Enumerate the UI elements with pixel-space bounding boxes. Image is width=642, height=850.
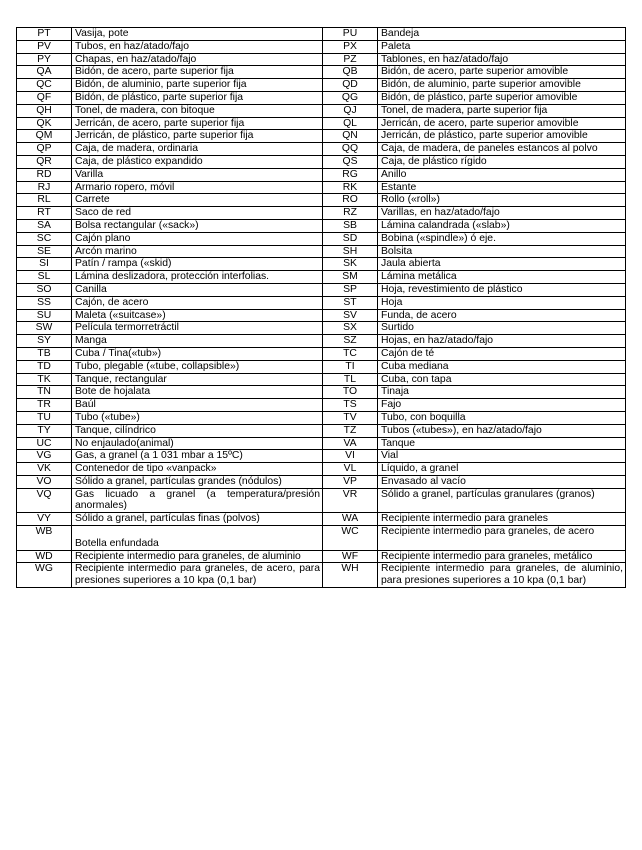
code-cell: QP <box>17 143 72 156</box>
code-cell: RD <box>17 168 72 181</box>
description-text: Tablones, en haz/atado/fajo <box>381 53 509 65</box>
table-row <box>17 232 626 245</box>
table-body <box>17 28 626 588</box>
table-row <box>17 373 626 386</box>
description-cell <box>378 219 626 232</box>
description-text: Recipiente intermedio para graneles, metálico <box>381 550 593 562</box>
description-text: Estante <box>381 181 417 193</box>
description-text: Baúl <box>75 399 96 411</box>
description-text: Sólido a granel, partículas granulares (granos) <box>381 488 595 500</box>
code-cell: QH <box>17 104 72 117</box>
description-text: Gas, a granel (a 1 031 mbar a 15ºC) <box>75 450 243 462</box>
code-cell: SZ <box>323 335 378 348</box>
description-cell <box>378 450 626 463</box>
description-cell <box>72 463 323 476</box>
description-text: Cuba / Tina(«tub») <box>75 347 162 359</box>
description-cell <box>378 181 626 194</box>
code-cell: SH <box>323 245 378 258</box>
description-text: Manga <box>75 335 107 347</box>
description-text: Paleta <box>381 40 411 52</box>
description-text: Jerricán, de acero, parte superior amovible <box>381 117 579 129</box>
code-cell: SD <box>323 232 378 245</box>
code-cell: QS <box>323 155 378 168</box>
description-cell <box>72 143 323 156</box>
description-text: Recipiente intermedio para graneles <box>381 513 548 525</box>
description-text: Rollo («roll») <box>381 194 440 206</box>
description-text: Gas licuado a granel (a temperatura/presión anormales) <box>75 488 320 512</box>
table-row <box>17 219 626 232</box>
code-cell: QK <box>17 117 72 130</box>
table-row <box>17 143 626 156</box>
table-row <box>17 258 626 271</box>
description-text: Funda, de acero <box>381 309 457 321</box>
description-text: Jerricán, de acero, parte superior fija <box>75 117 245 129</box>
table-row <box>17 104 626 117</box>
code-cell: TZ <box>323 424 378 437</box>
table-row <box>17 245 626 258</box>
description-text: Botella enfundada <box>75 537 159 549</box>
description-cell <box>72 513 323 526</box>
code-cell: SI <box>17 258 72 271</box>
table-row <box>17 488 626 513</box>
description-text: Bidón, de aluminio, parte superior amovible <box>381 79 581 91</box>
description-text: Jaula abierta <box>381 258 441 270</box>
description-cell <box>72 130 323 143</box>
description-cell <box>72 53 323 66</box>
description-text: Tanque <box>381 437 416 449</box>
description-cell <box>72 28 323 41</box>
description-cell <box>72 424 323 437</box>
description-cell <box>72 296 323 309</box>
description-cell <box>378 194 626 207</box>
description-text: Bolsa rectangular («sack») <box>75 219 199 231</box>
code-cell: QB <box>323 66 378 79</box>
description-cell <box>378 526 626 551</box>
code-cell: WB <box>17 526 72 551</box>
packaging-codes-table <box>16 27 626 588</box>
description-cell <box>378 550 626 563</box>
description-text: Hoja <box>381 296 403 308</box>
description-cell <box>72 309 323 322</box>
description-text: Carrete <box>75 194 110 206</box>
code-cell: QL <box>323 117 378 130</box>
code-cell: RK <box>323 181 378 194</box>
description-cell <box>72 526 323 551</box>
code-cell: QF <box>17 91 72 104</box>
description-cell <box>378 271 626 284</box>
description-text: Saco de red <box>75 207 132 219</box>
description-cell <box>378 117 626 130</box>
code-cell: RZ <box>323 207 378 220</box>
code-cell: WF <box>323 550 378 563</box>
table-row <box>17 475 626 488</box>
description-cell <box>378 40 626 53</box>
code-cell: SE <box>17 245 72 258</box>
description-text: Patín / rampa («skid) <box>75 258 172 270</box>
description-cell <box>72 155 323 168</box>
description-text: Tinaja <box>381 386 409 398</box>
description-text: Jerricán, de plástico, parte superior amovible <box>381 130 588 142</box>
description-text: Anillo <box>381 168 407 180</box>
table-row <box>17 271 626 284</box>
table-row <box>17 181 626 194</box>
description-text: Recipiente intermedio para graneles, de aluminio, para presiones superiores a 10 kpa (0,1 bar) <box>381 563 623 587</box>
description-cell <box>378 309 626 322</box>
code-cell: SA <box>17 219 72 232</box>
description-text: Cajón, de acero <box>75 296 149 308</box>
description-cell <box>378 232 626 245</box>
description-cell <box>72 488 323 513</box>
description-text: Jerricán, de plástico, parte superior fija <box>75 130 254 142</box>
code-cell: TV <box>323 411 378 424</box>
description-cell <box>72 450 323 463</box>
description-text: Sólido a granel, partículas grandes (nódulos) <box>75 475 282 487</box>
code-cell: QR <box>17 155 72 168</box>
table-row <box>17 563 626 588</box>
table-row <box>17 66 626 79</box>
description-cell <box>72 104 323 117</box>
table-row <box>17 437 626 450</box>
code-cell: QJ <box>323 104 378 117</box>
code-cell: RG <box>323 168 378 181</box>
description-cell <box>378 79 626 92</box>
description-cell <box>72 563 323 588</box>
description-cell <box>378 66 626 79</box>
table-row <box>17 309 626 322</box>
description-text: Bobina («spindle») ó eje. <box>381 232 496 244</box>
description-cell <box>378 399 626 412</box>
description-text: Cajón de té <box>381 347 435 359</box>
description-cell <box>72 194 323 207</box>
code-cell: TC <box>323 347 378 360</box>
description-cell <box>378 245 626 258</box>
code-cell: TK <box>17 373 72 386</box>
table-row <box>17 386 626 399</box>
description-cell <box>72 399 323 412</box>
table-row <box>17 40 626 53</box>
code-cell: TY <box>17 424 72 437</box>
table-row <box>17 424 626 437</box>
description-cell <box>378 347 626 360</box>
description-cell <box>72 181 323 194</box>
table-row <box>17 283 626 296</box>
code-cell: SP <box>323 283 378 296</box>
description-text: Envasado al vacío <box>381 475 466 487</box>
description-text: Bidón, de acero, parte superior fija <box>75 66 234 78</box>
description-cell <box>378 168 626 181</box>
code-cell: RL <box>17 194 72 207</box>
table-row <box>17 117 626 130</box>
description-text: Varillas, en haz/atado/fajo <box>381 207 500 219</box>
description-text: Lámina calandrada («slab») <box>381 219 510 231</box>
code-cell: VQ <box>17 488 72 513</box>
description-text: No enjaulado(animal) <box>75 437 174 449</box>
table-row <box>17 463 626 476</box>
description-cell <box>72 360 323 373</box>
code-cell: VL <box>323 463 378 476</box>
code-cell: SX <box>323 322 378 335</box>
description-cell <box>378 513 626 526</box>
description-cell <box>72 245 323 258</box>
code-cell: SK <box>323 258 378 271</box>
description-text: Bandeja <box>381 28 420 39</box>
description-text: Vasija, pote <box>75 28 129 39</box>
code-cell: QD <box>323 79 378 92</box>
table-row <box>17 207 626 220</box>
table-row <box>17 550 626 563</box>
code-cell: TS <box>323 399 378 412</box>
table-row <box>17 130 626 143</box>
table-row <box>17 168 626 181</box>
description-text: Tubo, plegable («tube, collapsible») <box>75 360 240 372</box>
description-text: Líquido, a granel <box>381 463 459 475</box>
description-text: Cuba mediana <box>381 360 449 372</box>
description-cell <box>72 437 323 450</box>
code-cell: PT <box>17 28 72 41</box>
description-text: Caja, de madera, ordinaria <box>75 143 199 155</box>
description-cell <box>72 271 323 284</box>
code-cell: PX <box>323 40 378 53</box>
table-row <box>17 296 626 309</box>
description-cell <box>378 207 626 220</box>
description-text: Cajón plano <box>75 232 131 244</box>
description-cell <box>72 475 323 488</box>
description-text: Caja, de madera, de paneles estancos al polvo <box>381 143 598 155</box>
description-cell <box>378 563 626 588</box>
description-text: Varilla <box>75 168 104 180</box>
code-cell: SB <box>323 219 378 232</box>
code-cell: RT <box>17 207 72 220</box>
code-cell: VI <box>323 450 378 463</box>
description-text: Contenedor de tipo «vanpack» <box>75 463 217 475</box>
description-text: Recipiente intermedio para graneles, de acero, para presiones superiores a 10 kpa (0,1 bar) <box>75 563 320 587</box>
code-cell: QA <box>17 66 72 79</box>
code-cell: SW <box>17 322 72 335</box>
code-cell: VR <box>323 488 378 513</box>
code-cell: TL <box>323 373 378 386</box>
code-cell: VO <box>17 475 72 488</box>
description-text: Cuba, con tapa <box>381 373 452 385</box>
code-cell: SY <box>17 335 72 348</box>
description-cell <box>378 155 626 168</box>
description-cell <box>72 79 323 92</box>
code-cell: PY <box>17 53 72 66</box>
description-text: Tubos, en haz/atado/fajo <box>75 40 189 52</box>
description-cell <box>72 168 323 181</box>
description-text: Hoja, revestimiento de plástico <box>381 283 523 295</box>
code-cell: WD <box>17 550 72 563</box>
description-text: Caja, de plástico expandido <box>75 155 203 167</box>
code-cell: TI <box>323 360 378 373</box>
table-row <box>17 53 626 66</box>
description-cell <box>378 373 626 386</box>
code-cell: PU <box>323 28 378 41</box>
code-cell: RJ <box>17 181 72 194</box>
description-cell <box>72 91 323 104</box>
description-text: Bolsita <box>381 245 413 257</box>
description-text: Tanque, rectangular <box>75 373 167 385</box>
code-cell: SC <box>17 232 72 245</box>
code-cell: QQ <box>323 143 378 156</box>
description-text: Fajo <box>381 399 402 411</box>
description-cell <box>378 488 626 513</box>
table-row <box>17 360 626 373</box>
table-row <box>17 335 626 348</box>
description-text: Sólido a granel, partículas finas (polvos) <box>75 513 260 525</box>
description-text: Película termorretráctil <box>75 322 179 334</box>
description-cell <box>72 232 323 245</box>
description-text: Lámina deslizadora, protección interfolias. <box>75 271 270 283</box>
code-cell: QG <box>323 91 378 104</box>
description-cell <box>72 258 323 271</box>
description-text: Hojas, en haz/atado/fajo <box>381 335 494 347</box>
description-cell <box>378 424 626 437</box>
description-text: Recipiente intermedio para graneles, de acero <box>381 526 595 538</box>
code-cell: VA <box>323 437 378 450</box>
description-text: Tubos («tubes»), en haz/atado/fajo <box>381 424 542 436</box>
table-row <box>17 399 626 412</box>
description-cell <box>378 386 626 399</box>
description-text: Lámina metálica <box>381 271 457 283</box>
description-text: Bote de hojalata <box>75 386 151 398</box>
description-cell <box>72 117 323 130</box>
code-cell: TO <box>323 386 378 399</box>
code-cell: WC <box>323 526 378 551</box>
description-text: Armario ropero, móvil <box>75 181 175 193</box>
code-cell: RO <box>323 194 378 207</box>
code-cell: VY <box>17 513 72 526</box>
table-row <box>17 322 626 335</box>
description-text: Bidón, de acero, parte superior amovible <box>381 66 569 78</box>
description-text: Bidón, de plástico, parte superior fija <box>75 91 244 103</box>
code-cell: SV <box>323 309 378 322</box>
description-cell <box>72 550 323 563</box>
description-cell <box>72 386 323 399</box>
table-row <box>17 28 626 41</box>
description-text: Canilla <box>75 283 107 295</box>
description-text: Recipiente intermedio para graneles, de aluminio <box>75 550 301 562</box>
description-cell <box>378 335 626 348</box>
code-cell: TN <box>17 386 72 399</box>
code-cell: VP <box>323 475 378 488</box>
description-text: Vial <box>381 450 399 462</box>
description-cell <box>378 143 626 156</box>
code-cell: TU <box>17 411 72 424</box>
description-cell <box>72 322 323 335</box>
description-cell <box>378 130 626 143</box>
description-text: Bidón, de plástico, parte superior amovible <box>381 91 578 103</box>
description-cell <box>72 411 323 424</box>
description-cell <box>378 437 626 450</box>
description-text: Tubo («tube») <box>75 411 140 423</box>
description-cell <box>72 66 323 79</box>
code-cell: SL <box>17 271 72 284</box>
table-row <box>17 155 626 168</box>
description-cell <box>72 335 323 348</box>
description-cell <box>378 53 626 66</box>
document-page <box>16 27 625 588</box>
description-cell <box>378 258 626 271</box>
code-cell: UC <box>17 437 72 450</box>
code-cell: TD <box>17 360 72 373</box>
description-cell <box>378 28 626 41</box>
description-cell <box>378 360 626 373</box>
description-cell <box>72 207 323 220</box>
description-cell <box>72 219 323 232</box>
description-text: Chapas, en haz/atado/fajo <box>75 53 197 65</box>
description-cell <box>378 463 626 476</box>
table-row <box>17 79 626 92</box>
code-cell: QC <box>17 79 72 92</box>
description-text: Bidón, de aluminio, parte superior fija <box>75 79 247 91</box>
description-text: Maleta («suitcase») <box>75 309 166 321</box>
description-cell <box>72 283 323 296</box>
code-cell: SM <box>323 271 378 284</box>
description-cell <box>378 283 626 296</box>
table-row <box>17 91 626 104</box>
description-text: Tonel, de madera, parte superior fija <box>381 104 548 116</box>
description-text: Tonel, de madera, con bitoque <box>75 104 215 116</box>
code-cell: TR <box>17 399 72 412</box>
description-text: Arcón marino <box>75 245 137 257</box>
description-text: Tubo, con boquilla <box>381 411 466 423</box>
code-cell: PV <box>17 40 72 53</box>
code-cell: QM <box>17 130 72 143</box>
code-cell: VK <box>17 463 72 476</box>
table-row <box>17 450 626 463</box>
description-cell <box>72 347 323 360</box>
table-row <box>17 411 626 424</box>
description-cell <box>378 322 626 335</box>
description-cell <box>72 40 323 53</box>
code-cell: SU <box>17 309 72 322</box>
description-text: Caja, de plástico rígido <box>381 155 487 167</box>
code-cell: VG <box>17 450 72 463</box>
table-row <box>17 347 626 360</box>
description-text: Surtido <box>381 322 414 334</box>
description-cell <box>72 373 323 386</box>
code-cell: WG <box>17 563 72 588</box>
code-cell: SO <box>17 283 72 296</box>
code-cell: SS <box>17 296 72 309</box>
description-cell <box>378 475 626 488</box>
code-cell: QN <box>323 130 378 143</box>
code-cell: TB <box>17 347 72 360</box>
description-cell <box>378 411 626 424</box>
code-cell: WH <box>323 563 378 588</box>
table-row <box>17 513 626 526</box>
description-cell <box>378 104 626 117</box>
table-row <box>17 526 626 551</box>
description-text: Tanque, cilíndrico <box>75 424 156 436</box>
description-cell <box>378 91 626 104</box>
code-cell: ST <box>323 296 378 309</box>
description-cell <box>378 296 626 309</box>
code-cell: WA <box>323 513 378 526</box>
code-cell: PZ <box>323 53 378 66</box>
table-row <box>17 194 626 207</box>
